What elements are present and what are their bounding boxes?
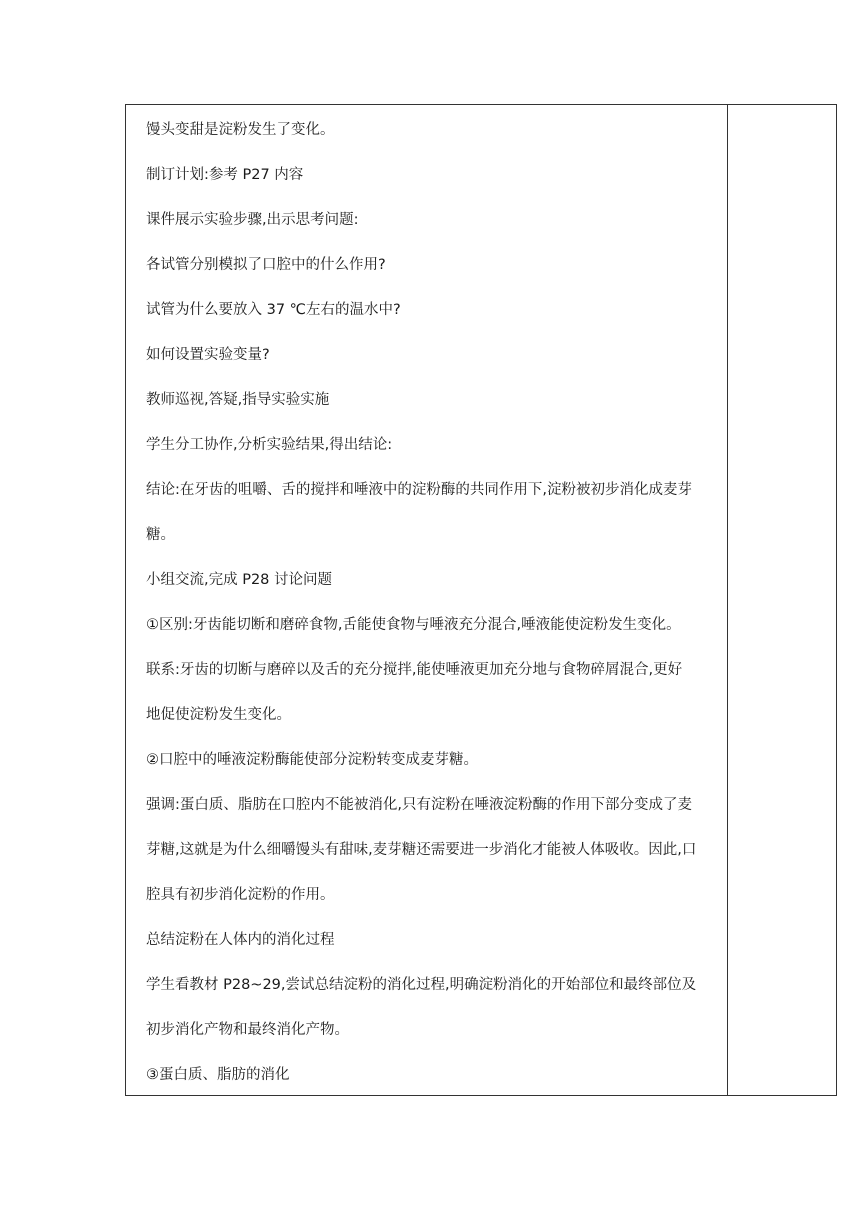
text-line: 试管为什么要放入 37 ℃左右的温水中? xyxy=(146,302,401,318)
text-line: 制订计划:参考 P27 内容 xyxy=(146,167,304,183)
text-line: 教师巡视,答疑,指导实验实施 xyxy=(146,392,330,408)
text-line: 联系:牙齿的切断与磨碎以及舌的充分搅拌,能使唾液更加充分地与食物碎屑混合,更好 xyxy=(146,662,683,678)
text-line: 课件展示实验步骤,出示思考问题: xyxy=(146,212,359,228)
text-line: 糖。 xyxy=(146,527,175,543)
text-line: 结论:在牙齿的咀嚼、舌的搅拌和唾液中的淀粉酶的共同作用下,淀粉被初步消化成麦芽 xyxy=(146,482,692,498)
text-line: ②口腔中的唾液淀粉酶能使部分淀粉转变成麦芽糖。 xyxy=(146,752,478,768)
notes-cell xyxy=(728,105,836,1095)
text-line: 如何设置实验变量? xyxy=(146,347,270,363)
content-cell xyxy=(126,105,728,1095)
text-line: 腔具有初步消化淀粉的作用。 xyxy=(146,887,335,903)
text-line: ③蛋白质、脂肪的消化 xyxy=(146,1067,290,1083)
text-line: 总结淀粉在人体内的消化过程 xyxy=(146,932,335,948)
lesson-table xyxy=(125,104,837,1096)
text-line: 强调:蛋白质、脂肪在口腔内不能被消化,只有淀粉在唾液淀粉酶的作用下部分变成了麦 xyxy=(146,797,692,813)
text-line: 学生分工协作,分析实验结果,得出结论: xyxy=(146,437,393,453)
text-line: 芽糖,这就是为什么细嚼馒头有甜味,麦芽糖还需要进一步消化才能被人体吸收。因此,口 xyxy=(146,842,697,858)
text-line: 各试管分别模拟了口腔中的什么作用? xyxy=(146,257,386,273)
text-line: 馒头变甜是淀粉发生了变化。 xyxy=(146,122,335,138)
text-line: 学生看教材 P28~29,尝试总结淀粉的消化过程,明确淀粉消化的开始部位和最终部位及 xyxy=(146,977,697,993)
text-line: 初步消化产物和最终消化产物。 xyxy=(146,1022,349,1038)
text-line: 小组交流,完成 P28 讨论问题 xyxy=(146,572,333,588)
text-line: ①区别:牙齿能切断和磨碎食物,舌能使食物与唾液充分混合,唾液能使淀粉发生变化。 xyxy=(146,617,681,633)
text-line: 地促使淀粉发生变化。 xyxy=(146,707,291,723)
